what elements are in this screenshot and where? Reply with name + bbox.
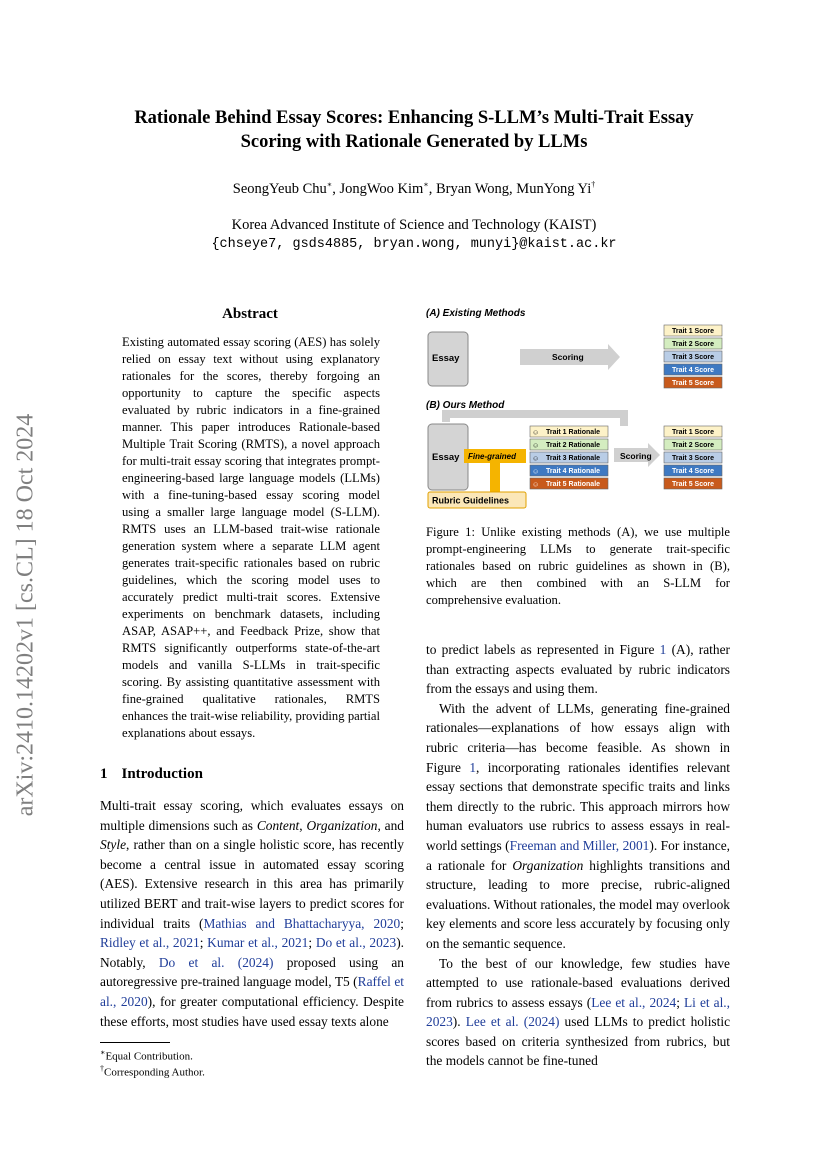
text-run: ), for greater computational efficiency. Despite these efforts, most studies have used essay texts alone <box>100 993 404 1029</box>
title-line-2: Scoring with Rationale Generated by LLMs <box>240 132 588 152</box>
figure-caption: Figure 1: Unlike existing methods (A), we use multiple prompt-engineering LLMs to generate trait-specific rationales based on rubric guidelines as shown in (B), which are then combined with an S-LLM for comprehensive evaluation. <box>426 525 730 607</box>
text-run: , incorporating rationales identifies relevant essay sections that demonstrate specific traits and links them directly to the rubric. This approach mirrors how human evaluators use rubrics to assess essays in real-world settings ( <box>426 759 730 853</box>
affiliation-block <box>90 216 738 254</box>
title-line-1: Rationale Behind Essay Scores: Enhancing S-LLM’s Multi-Trait Essay <box>134 108 694 128</box>
intro-paragraph-3 <box>426 954 730 1072</box>
figure-section-b: (B) Ours Method <box>426 400 505 411</box>
section-heading <box>100 766 203 783</box>
rationale-boxes <box>530 426 608 489</box>
footnote-rule <box>100 1042 170 1043</box>
figure-link[interactable]: 1 <box>659 642 667 657</box>
text-run: Organization <box>512 857 584 873</box>
footnote-1 <box>100 1048 193 1063</box>
text-run: , <box>299 817 307 833</box>
right-column-text <box>426 640 730 1071</box>
text-run: , rather than on a single holistic score, has recently become a central issue in automated essay scoring (AES). Extensive research in this area has primarily utilized BERT and trait-wise layers to predict scores for individual traits ( <box>100 837 404 931</box>
agent-icon: ☺ <box>532 442 540 450</box>
footnote-text: Corresponding Author. <box>104 1066 205 1079</box>
scoring-label-a: Scoring <box>552 352 584 362</box>
abstract-text: Existing automated essay scoring (AES) has solely relied on essay text without using explanatory rationales for the scores, thereby forgoing an opportunity to capture the specific aspects evaluated by rubric indicators in a fine-grained manner. This paper introduces Rationale-based Multiple Trait Scoring (RMTS), a novel approach for multi-trait essay scoring that integrates prompt-engineering-based large language models (LLMs) with a fine-tuning-based essay scoring model using a smaller large language model (S-LLM). RMTS uses an LLM-based trait-wise rationale generation system where a separate LLM agent generates trait-specific rationales based on rubric guidelines, which the scoring model uses to accurately predict multi-trait scores. Extensive experiments on benchmark datasets, including ASAP, ASAP++, and Feedback Prize, show that RMTS significantly outperforms state-of-the-art models and vanilla S-LLMs in trait-specific scoring. By assisting quantitative assessment with fine-grained qualitative rationales, RMTS enhances the trait-wise reliability, providing partial explanations about essays. <box>122 335 380 740</box>
essay-label-b: Essay <box>432 452 460 463</box>
agent-icon: ☺ <box>532 481 540 489</box>
trait-score-b-label: Trait 4 Score <box>671 468 715 476</box>
text-run: Content <box>256 817 300 833</box>
rubric-stem <box>490 462 500 492</box>
arxiv-id: arXiv:2410.14202v1 [cs.CL] 18 Oct 2024 <box>12 413 39 817</box>
trait-score-a-label: Trait 1 Score <box>671 328 715 336</box>
author-name: SeongYeub Chu <box>232 180 327 197</box>
intro-paragraph-1-cont <box>426 640 730 699</box>
citation-link[interactable]: Li et al., 2023 <box>426 994 730 1030</box>
text-run: ; <box>199 935 208 951</box>
intro-paragraph-1 <box>100 796 404 1031</box>
text-run: With the advent of LLMs, generating fine-grained rationales—explanations of how essays align with rubric criteria—has become feasible. As shown in Figure <box>426 700 730 775</box>
text-run: to predict labels as represented in Figure <box>426 642 660 657</box>
text-run: used LLMs to predict holistic scores based on criteria synthesized from rubrics, but the models cannot be fine-tuned <box>426 1014 731 1069</box>
agent-icon: ☺ <box>532 455 540 463</box>
arxiv-sidebar <box>6 380 46 850</box>
section-title: Introduction <box>121 766 203 782</box>
score-boxes-a <box>664 325 722 388</box>
text-run: Style <box>100 837 127 853</box>
text-run: To the best of our knowledge, few studies have attempted to use rationale-based evaluations derived from rubrics to assess essays ( <box>426 955 730 1010</box>
figure-link[interactable]: 1 <box>469 759 477 775</box>
text-run: Organization <box>306 817 378 833</box>
trait-rationale-label: Trait 5 Rationale <box>545 481 601 489</box>
figure-section-a: (A) Existing Methods <box>426 308 526 319</box>
agent-icon: ☺ <box>532 429 540 437</box>
trait-score-a-label: Trait 4 Score <box>671 367 715 375</box>
affiliation: Korea Advanced Institute of Science and Technology (KAIST) <box>231 217 597 233</box>
trait-score-b-label: Trait 3 Score <box>671 455 715 463</box>
citation-link[interactable]: Do et al. (2024) <box>158 954 274 970</box>
author-mark: ∗ <box>423 180 429 189</box>
author-mark: ∗ <box>326 180 333 189</box>
citation-link[interactable]: Ridley et al., 2021 <box>100 935 200 951</box>
trait-score-a-label: Trait 3 Score <box>671 354 715 362</box>
footnote-mark: † <box>100 1064 104 1073</box>
text-run: highlights transitions and structure, leading to more precise, rubric-aligned evaluations. Without rationales, the model may overlook key elements and score less accurately by focusing only on the semantic sequence. <box>426 857 730 951</box>
footnote-mark: ∗ <box>100 1048 106 1057</box>
author-mark: † <box>591 180 596 189</box>
footnote-text: Equal Contribution. <box>105 1050 193 1063</box>
text-run: ; <box>308 935 316 951</box>
intro-paragraph-2 <box>426 699 730 954</box>
text-run: ; <box>676 994 684 1010</box>
citation-link[interactable]: Do et al., 2023 <box>315 935 397 951</box>
trait-score-b-label: Trait 2 Score <box>671 442 715 450</box>
score-boxes-b <box>664 426 722 489</box>
author-name: JongWoo Kim <box>339 180 424 197</box>
trait-score-b-label: Trait 5 Score <box>671 481 715 489</box>
footnote-2 <box>100 1064 205 1079</box>
text-run: Multi-trait essay scoring, which evaluates essays on multiple dimensions such as <box>100 798 404 833</box>
citation-link[interactable]: Freeman and Miller, 2001 <box>509 837 650 853</box>
feedback-arrow <box>446 414 624 426</box>
trait-score-b-label: Trait 1 Score <box>671 429 715 437</box>
text-run: ). For instance, a rationale for <box>426 837 731 873</box>
trait-score-a-label: Trait 5 Score <box>671 380 715 388</box>
scoring-label-b: Scoring <box>620 451 652 461</box>
author-name: Bryan Wong <box>435 180 510 197</box>
text-run: proposed using an autoregressive pre-trained language model, T5 ( <box>100 954 404 990</box>
citation-link[interactable]: Lee et al., 2024 <box>591 994 677 1010</box>
trait-rationale-label: Trait 4 Rationale <box>545 468 601 476</box>
text-run: ). Notably, <box>100 935 404 970</box>
abstract-heading: Abstract <box>222 306 278 322</box>
section-number: 1 <box>100 766 108 782</box>
figure-1 <box>420 304 736 514</box>
paper-title <box>90 106 738 154</box>
citation-link[interactable]: Raffel et al., 2020 <box>100 974 404 1009</box>
agent-icon: ☺ <box>532 468 540 476</box>
citation-link[interactable]: Mathias and Bhattacharyya, 2020 <box>203 915 401 931</box>
trait-rationale-label: Trait 2 Rationale <box>545 442 601 450</box>
trait-rationale-label: Trait 3 Rationale <box>545 455 601 463</box>
text-run: , and <box>377 817 404 833</box>
text-run: ; <box>400 915 404 931</box>
author-name: MunYong Yi <box>516 180 592 197</box>
text-run: ). <box>452 1014 466 1030</box>
author-list: SeongYeub Chu∗, JongWoo Kim∗, Bryan Wong, MunYong Yi† <box>232 180 596 197</box>
text-run: (A), rather than extracting aspects evaluated by rubric indicators from the essays and using them. <box>426 642 730 697</box>
rubric-label: Rubric Guidelines <box>432 495 510 506</box>
essay-label-a: Essay <box>432 353 460 364</box>
trait-rationale-label: Trait 1 Rationale <box>545 429 601 437</box>
trait-score-a-label: Trait 2 Score <box>671 341 715 349</box>
fine-grained-label: Fine-grained <box>468 452 517 461</box>
citation-link[interactable]: Kumar et al., 2021 <box>207 935 309 951</box>
citation-link[interactable]: Lee et al. (2024) <box>465 1014 560 1030</box>
emails: {chseye7, gsds4885, bryan.wong, munyi}@kaist.ac.kr <box>211 237 617 252</box>
